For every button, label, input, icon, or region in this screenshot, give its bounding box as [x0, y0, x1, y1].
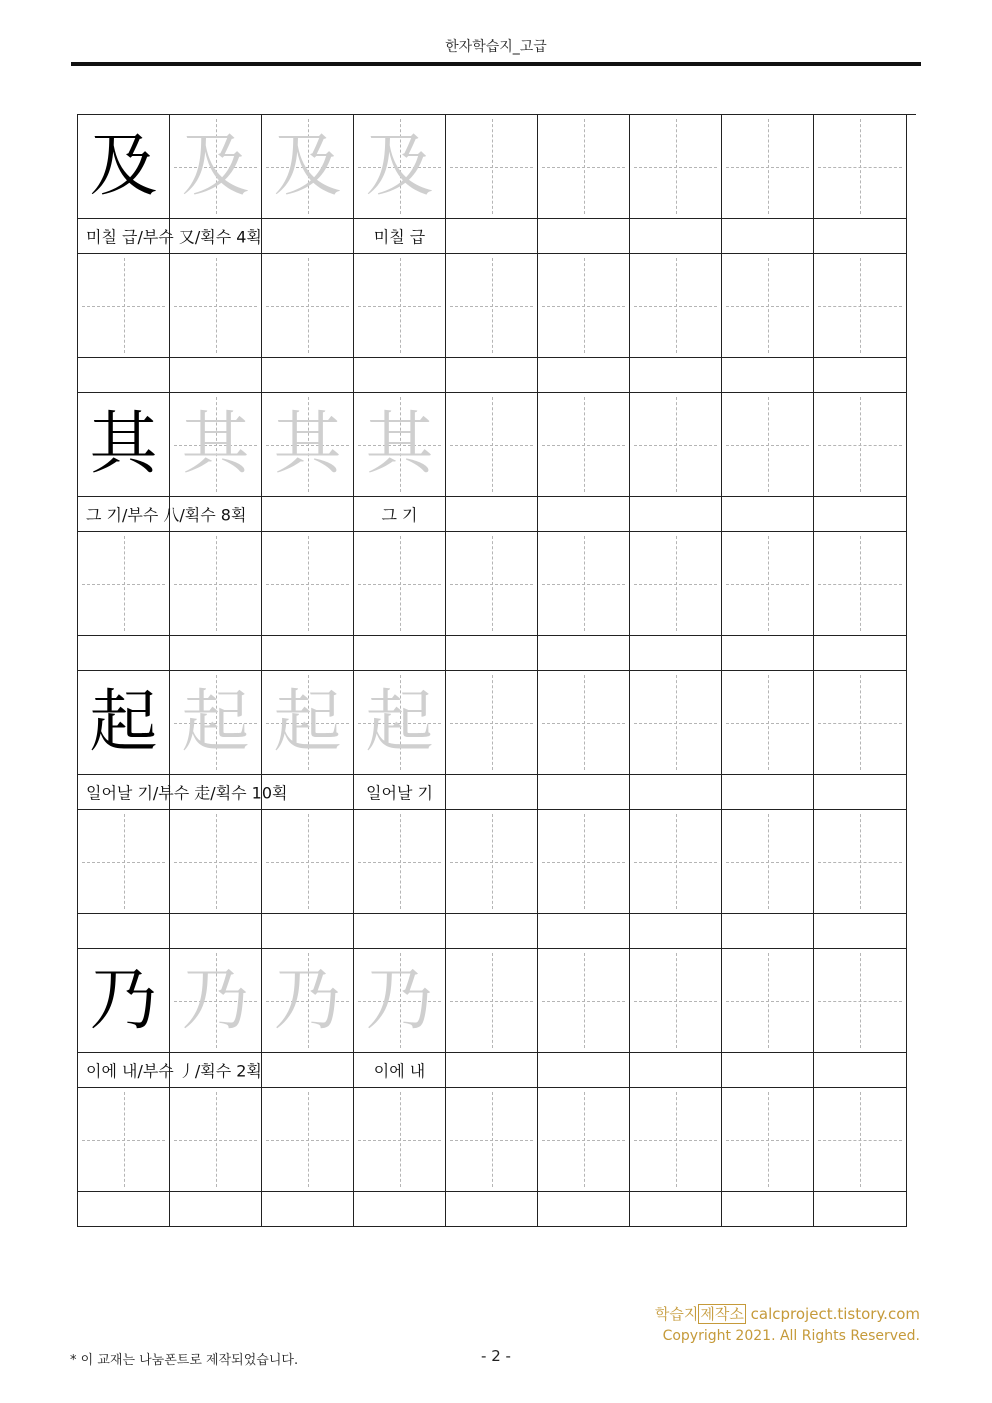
guide-line-horizontal	[450, 167, 533, 168]
practice-cell	[446, 115, 538, 219]
trace-char-cell	[262, 671, 354, 775]
char-meaning: 미칠 급	[373, 227, 426, 247]
blank-cell	[722, 358, 814, 393]
trace-character: 及	[181, 126, 250, 206]
practice-cell	[446, 810, 538, 914]
char-info: 이에 내/부수 丿/획수 2획	[86, 1061, 262, 1081]
blank-cell	[722, 914, 814, 949]
info-cell	[78, 497, 247, 532]
practice-cell	[538, 949, 630, 1053]
info-cell	[630, 219, 722, 254]
practice-cell	[354, 810, 446, 914]
practice-cell	[170, 532, 262, 636]
practice-cell	[78, 810, 170, 914]
info-cell	[262, 497, 354, 532]
practice-cell	[630, 810, 722, 914]
trace-character: 其	[365, 404, 434, 484]
blank-cell	[446, 1192, 538, 1227]
blank-cell	[722, 636, 814, 671]
model-character: 起	[89, 682, 158, 762]
practice-cell	[538, 810, 630, 914]
practice-cell	[538, 532, 630, 636]
guide-line-horizontal	[542, 862, 625, 863]
guide-line-horizontal	[818, 862, 902, 863]
guide-line-horizontal	[818, 1001, 902, 1002]
blank-cell	[354, 914, 446, 949]
guide-line-horizontal	[818, 1140, 902, 1141]
model-char-cell	[78, 393, 170, 497]
guide-line-horizontal	[818, 445, 902, 446]
guide-line-horizontal	[726, 584, 809, 585]
guide-line-horizontal	[542, 445, 625, 446]
trace-character: 起	[273, 682, 342, 762]
trace-char-cell	[354, 949, 446, 1053]
brand-prefix: 학습지	[654, 1305, 699, 1323]
blank-cell	[354, 636, 446, 671]
blank-cell	[630, 1192, 722, 1227]
practice-cell	[446, 254, 538, 358]
practice-cell	[722, 810, 814, 914]
blank-practice-row	[78, 254, 916, 358]
trace-character: 乃	[273, 960, 342, 1040]
practice-cell	[538, 393, 630, 497]
practice-cell	[262, 1088, 354, 1192]
char-meaning: 일어날 기	[366, 783, 433, 803]
info-cell	[262, 219, 354, 254]
trace-character: 起	[181, 682, 250, 762]
guide-line-horizontal	[542, 306, 625, 307]
guide-line-horizontal	[358, 584, 441, 585]
info-cell	[446, 1053, 538, 1088]
info-cell	[354, 219, 446, 254]
practice-cell	[814, 115, 907, 219]
practice-cell	[262, 810, 354, 914]
guide-line-horizontal	[450, 862, 533, 863]
info-row	[78, 497, 916, 532]
guide-line-horizontal	[450, 1140, 533, 1141]
char-meaning: 그 기	[381, 505, 418, 525]
guide-line-horizontal	[358, 306, 441, 307]
practice-grid	[77, 114, 916, 1227]
practice-cell	[354, 254, 446, 358]
hanja-row	[78, 393, 916, 497]
practice-cell	[446, 1088, 538, 1192]
info-cell	[814, 497, 907, 532]
guide-line-horizontal	[726, 306, 809, 307]
guide-line-horizontal	[174, 584, 257, 585]
blank-practice-row	[78, 1088, 916, 1192]
info-cell	[630, 1053, 722, 1088]
guide-line-horizontal	[542, 167, 625, 168]
practice-cell	[722, 393, 814, 497]
blank-practice-row	[78, 532, 916, 636]
blank-cell	[814, 914, 907, 949]
practice-cell	[78, 254, 170, 358]
trace-character: 及	[365, 126, 434, 206]
font-note: * 이 교재는 나눔폰트로 제작되었습니다.	[70, 1353, 299, 1368]
guide-line-horizontal	[634, 1001, 717, 1002]
page-number: - 2 -	[481, 1347, 511, 1365]
trace-char-cell	[354, 671, 446, 775]
guide-line-horizontal	[726, 723, 809, 724]
practice-cell	[170, 254, 262, 358]
guide-line-horizontal	[634, 167, 717, 168]
guide-line-horizontal	[358, 862, 441, 863]
practice-cell	[170, 1088, 262, 1192]
info-cell	[78, 1053, 262, 1088]
blank-info-row	[78, 636, 916, 671]
blank-cell	[630, 636, 722, 671]
practice-cell	[814, 393, 907, 497]
practice-cell	[262, 254, 354, 358]
header-rule	[71, 62, 921, 66]
practice-cell	[446, 949, 538, 1053]
model-character: 及	[89, 126, 158, 206]
info-cell	[262, 1053, 354, 1088]
blank-cell	[722, 1192, 814, 1227]
guide-line-horizontal	[82, 584, 165, 585]
blank-cell	[262, 636, 354, 671]
practice-cell	[814, 254, 907, 358]
blank-cell	[78, 358, 170, 393]
info-cell	[538, 775, 630, 810]
practice-cell	[814, 532, 907, 636]
practice-cell	[538, 115, 630, 219]
blank-info-row	[78, 358, 916, 393]
practice-cell	[814, 949, 907, 1053]
trace-char-cell	[170, 949, 262, 1053]
practice-cell	[446, 671, 538, 775]
info-row	[78, 219, 916, 254]
practice-cell	[722, 949, 814, 1053]
blank-cell	[814, 1192, 907, 1227]
guide-line-horizontal	[818, 584, 902, 585]
guide-line-horizontal	[266, 862, 349, 863]
guide-line-horizontal	[450, 306, 533, 307]
guide-line-horizontal	[174, 306, 257, 307]
guide-line-horizontal	[266, 584, 349, 585]
practice-cell	[78, 532, 170, 636]
practice-cell	[262, 532, 354, 636]
blank-cell	[170, 636, 262, 671]
guide-line-horizontal	[634, 306, 717, 307]
guide-line-horizontal	[542, 584, 625, 585]
model-char-cell	[78, 949, 170, 1053]
guide-line-horizontal	[82, 306, 165, 307]
info-cell	[446, 219, 538, 254]
practice-cell	[446, 393, 538, 497]
info-cell	[630, 775, 722, 810]
blank-cell	[446, 636, 538, 671]
blank-cell	[538, 358, 630, 393]
trace-character: 乃	[365, 960, 434, 1040]
blank-cell	[78, 636, 170, 671]
blank-cell	[814, 358, 907, 393]
hanja-row	[78, 115, 916, 219]
practice-cell	[814, 671, 907, 775]
trace-char-cell	[170, 393, 262, 497]
practice-cell	[354, 1088, 446, 1192]
practice-cell	[630, 254, 722, 358]
guide-line-horizontal	[634, 1140, 717, 1141]
char-meaning: 이에 내	[373, 1061, 426, 1081]
brand-line	[655, 1303, 920, 1324]
guide-line-horizontal	[542, 1140, 625, 1141]
trace-char-cell	[262, 393, 354, 497]
info-cell	[722, 775, 814, 810]
model-character: 乃	[89, 960, 158, 1040]
guide-line-horizontal	[82, 862, 165, 863]
practice-cell	[630, 393, 722, 497]
blank-cell	[78, 914, 170, 949]
trace-char-cell	[354, 115, 446, 219]
practice-cell	[722, 115, 814, 219]
info-cell	[814, 1053, 907, 1088]
trace-char-cell	[262, 949, 354, 1053]
trace-character: 起	[365, 682, 434, 762]
practice-cell	[630, 949, 722, 1053]
practice-cell	[630, 1088, 722, 1192]
practice-cell	[170, 810, 262, 914]
info-cell	[354, 775, 446, 810]
trace-character: 其	[273, 404, 342, 484]
trace-char-cell	[170, 671, 262, 775]
guide-line-horizontal	[818, 167, 902, 168]
practice-cell	[722, 254, 814, 358]
info-cell	[354, 497, 446, 532]
blank-info-row	[78, 1192, 916, 1227]
info-row	[78, 1053, 916, 1088]
blank-cell	[262, 358, 354, 393]
guide-line-horizontal	[634, 584, 717, 585]
info-cell	[354, 1053, 446, 1088]
guide-line-horizontal	[818, 306, 902, 307]
blank-info-row	[78, 914, 916, 949]
hanja-row	[78, 949, 916, 1053]
info-cell	[630, 497, 722, 532]
trace-character: 其	[181, 404, 250, 484]
guide-line-horizontal	[266, 306, 349, 307]
blank-cell	[630, 358, 722, 393]
info-cell	[78, 219, 262, 254]
guide-line-horizontal	[266, 1140, 349, 1141]
trace-char-cell	[170, 115, 262, 219]
guide-line-horizontal	[82, 1140, 165, 1141]
practice-cell	[354, 532, 446, 636]
guide-line-horizontal	[726, 167, 809, 168]
model-character: 其	[89, 404, 158, 484]
blank-cell	[78, 1192, 170, 1227]
blank-cell	[538, 1192, 630, 1227]
guide-line-horizontal	[450, 723, 533, 724]
info-cell	[538, 497, 630, 532]
blank-cell	[538, 636, 630, 671]
info-cell	[446, 775, 538, 810]
info-row	[78, 775, 916, 810]
char-info: 그 기/부수 八/획수 8획	[86, 505, 247, 525]
blank-cell	[170, 914, 262, 949]
blank-cell	[446, 358, 538, 393]
practice-cell	[814, 1088, 907, 1192]
trace-character: 乃	[181, 960, 250, 1040]
char-info: 일어날 기/부수 走/획수 10획	[86, 783, 288, 803]
guide-line-horizontal	[542, 1001, 625, 1002]
trace-char-cell	[262, 115, 354, 219]
guide-line-horizontal	[174, 862, 257, 863]
blank-cell	[170, 1192, 262, 1227]
guide-line-horizontal	[726, 1140, 809, 1141]
model-char-cell	[78, 115, 170, 219]
guide-line-horizontal	[450, 1001, 533, 1002]
guide-line-horizontal	[174, 1140, 257, 1141]
hanja-row	[78, 671, 916, 775]
blank-cell	[354, 358, 446, 393]
page-title: 한자학습지_고급	[445, 39, 547, 55]
guide-line-horizontal	[542, 723, 625, 724]
practice-cell	[722, 671, 814, 775]
blank-cell	[630, 914, 722, 949]
brand-url: calcproject.tistory.com	[750, 1305, 920, 1323]
blank-cell	[262, 1192, 354, 1227]
info-cell	[538, 219, 630, 254]
info-cell	[722, 1053, 814, 1088]
practice-cell	[538, 1088, 630, 1192]
trace-char-cell	[354, 393, 446, 497]
practice-cell	[722, 1088, 814, 1192]
copyright: Copyright 2021. All Rights Reserved.	[662, 1328, 920, 1344]
blank-cell	[814, 636, 907, 671]
guide-line-horizontal	[726, 862, 809, 863]
practice-cell	[630, 532, 722, 636]
guide-line-horizontal	[634, 445, 717, 446]
guide-line-horizontal	[450, 445, 533, 446]
info-cell	[722, 219, 814, 254]
guide-line-horizontal	[450, 584, 533, 585]
practice-cell	[630, 115, 722, 219]
practice-cell	[538, 254, 630, 358]
info-cell	[722, 497, 814, 532]
guide-line-horizontal	[818, 723, 902, 724]
practice-cell	[78, 1088, 170, 1192]
brand-boxed: 제작소	[700, 1305, 744, 1323]
guide-line-horizontal	[726, 445, 809, 446]
model-char-cell	[78, 671, 170, 775]
blank-cell	[538, 914, 630, 949]
info-cell	[814, 775, 907, 810]
blank-cell	[354, 1192, 446, 1227]
info-cell	[446, 497, 538, 532]
char-info: 미칠 급/부수 又/획수 4획	[86, 227, 262, 247]
practice-cell	[538, 671, 630, 775]
guide-line-horizontal	[358, 1140, 441, 1141]
info-cell	[814, 219, 907, 254]
blank-cell	[170, 358, 262, 393]
practice-cell	[814, 810, 907, 914]
blank-cell	[446, 914, 538, 949]
guide-line-horizontal	[726, 1001, 809, 1002]
blank-practice-row	[78, 810, 916, 914]
practice-cell	[630, 671, 722, 775]
info-cell	[78, 775, 288, 810]
guide-line-horizontal	[634, 723, 717, 724]
info-cell	[538, 1053, 630, 1088]
blank-cell	[262, 914, 354, 949]
trace-character: 及	[273, 126, 342, 206]
practice-cell	[446, 532, 538, 636]
guide-line-horizontal	[634, 862, 717, 863]
practice-cell	[722, 532, 814, 636]
